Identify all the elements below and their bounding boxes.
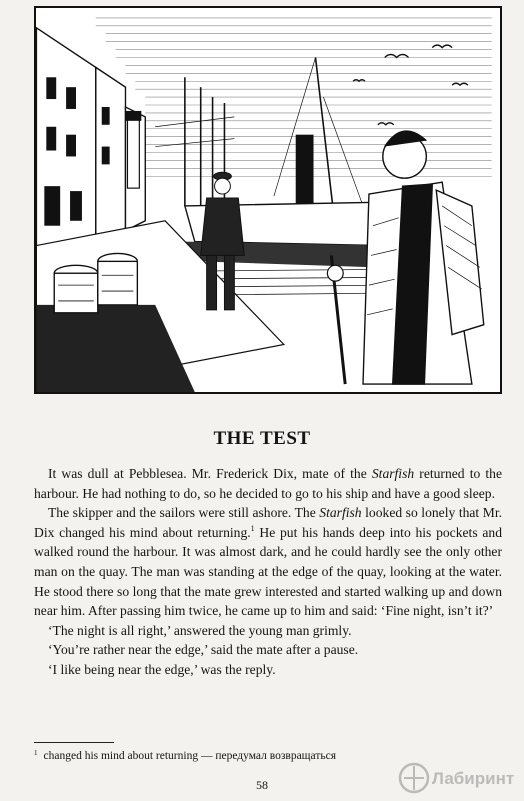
page-number: 58 — [256, 778, 268, 792]
story-title: THE TEST — [213, 428, 311, 449]
paragraph-3: ‘The night is all right,’ answered the young man grimly. — [48, 622, 352, 638]
ship-name: Starfish — [319, 505, 362, 521]
footnote-marker: 1 — [250, 523, 255, 533]
footnote-divider — [34, 742, 114, 743]
ship-name: Starfish — [371, 466, 415, 481]
harbour-illustration — [34, 6, 502, 394]
story-body — [34, 464, 502, 680]
footnote — [34, 750, 336, 762]
labirint-watermark-logo — [398, 758, 522, 796]
svg-text:Лабиринт: Лабиринт — [432, 769, 515, 788]
footnote-text: changed his mind about returning — передумал возвращаться — [43, 750, 337, 762]
footnote-number: 1 — [34, 749, 38, 757]
paragraph-5: ‘I like being near the edge,’ was the reply. — [48, 661, 276, 677]
paragraph-4: ‘You’re rather near the edge,’ said the mate after a pause. — [48, 642, 359, 658]
paragraph-1: It was dull at Pebblesea. Mr. Frederick Dix, mate of the Starfish returned to the harbour. He had nothing to do, so he decided to go to his ship and have a good sleep. — [34, 466, 502, 501]
paragraph-2: The skipper and the sailors were still ashore. The Starfish looked so lonely that Mr. Dix changed his mind about returning.$^1$ He put his hands deep into his pockets and walked round the harbour. It was almost dark, and he could hardly see the only other man on the quay. The man was standing at the edge of the quay, looking at the water. He stood there so long that the mate grew interested and started walking up and down near him. After passing him twice, he came up to him and said: ‘Fine night, isn’t it?’ — [34, 505, 503, 619]
